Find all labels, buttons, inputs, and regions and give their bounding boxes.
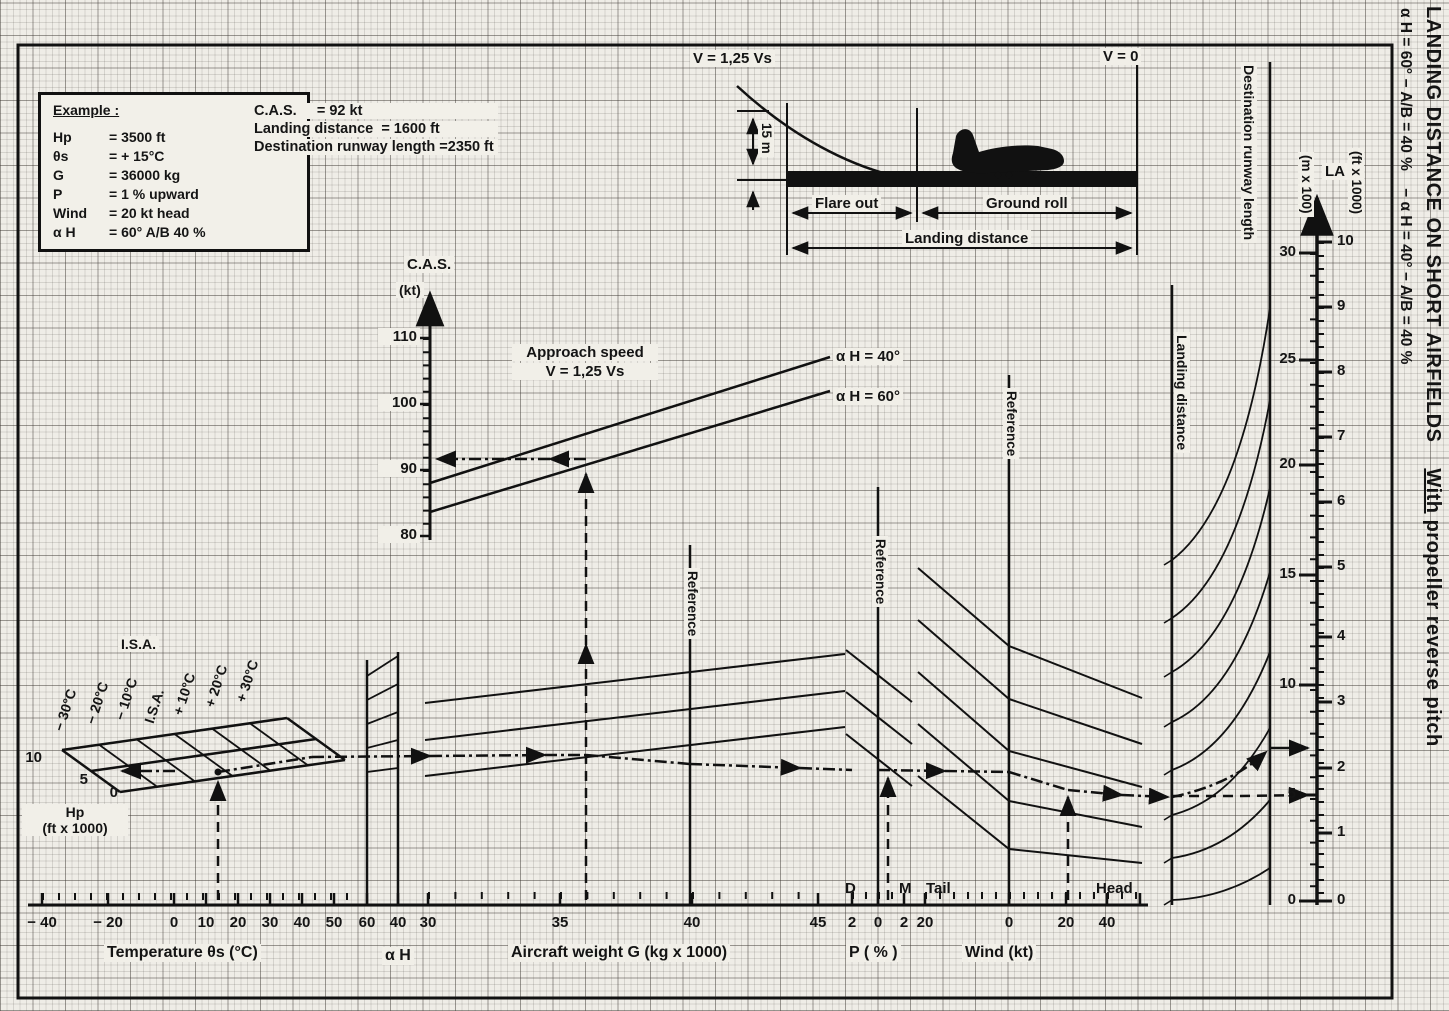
wind-section bbox=[918, 375, 1142, 905]
la-ft-tick: 8 bbox=[1337, 362, 1346, 379]
p-tick: 0 bbox=[873, 914, 883, 931]
la-ft-unit: (ft x 1000) bbox=[1348, 148, 1364, 217]
la-ft-tick: 3 bbox=[1337, 692, 1346, 709]
hp-tick: 10 bbox=[25, 749, 42, 766]
line-alpha60 bbox=[430, 391, 830, 512]
wind-tick: 40 bbox=[1098, 914, 1116, 931]
obstacle-height-label: 15 m bbox=[758, 120, 774, 157]
la-m-tick: 10 bbox=[1279, 675, 1296, 692]
la-m-tick: 5 bbox=[1287, 785, 1296, 802]
alpha-h-axis-title: α H bbox=[382, 947, 414, 965]
carpet-temp-label: + 30°C bbox=[232, 657, 262, 705]
weight-reference-label: Reference bbox=[684, 568, 700, 639]
runway-bar bbox=[787, 171, 1137, 187]
la-ft-tick: 10 bbox=[1337, 232, 1354, 249]
la-axis-label: LA bbox=[1322, 163, 1348, 180]
hp-axis-label: Hp (ft x 1000) bbox=[22, 804, 128, 836]
hp-tick: 5 bbox=[79, 771, 88, 788]
wind-tick: 0 bbox=[1004, 914, 1014, 931]
la-ft-tick: 5 bbox=[1337, 557, 1346, 574]
temp-tick: − 40 bbox=[27, 914, 57, 931]
weight-tick: 40 bbox=[683, 914, 701, 931]
carpet-temp-label: − 30°C bbox=[50, 686, 80, 734]
weight-tick: 30 bbox=[419, 914, 437, 931]
approach-speed-label: Approach speed bbox=[512, 344, 658, 361]
la-m-tick: 30 bbox=[1279, 243, 1296, 260]
la-ft-tick: 2 bbox=[1337, 758, 1346, 775]
example-row: α H = 60° A/B 40 % bbox=[53, 224, 206, 240]
example-row: G = 36000 kg bbox=[53, 167, 181, 183]
example-row: Wind = 20 kt head bbox=[53, 205, 190, 221]
weight-section bbox=[425, 545, 845, 905]
la-m-tick: 25 bbox=[1279, 350, 1296, 367]
wind-reference-label: Reference bbox=[1003, 388, 1019, 459]
la-m-tick: 15 bbox=[1279, 565, 1296, 582]
v-zero-label: V = 0 bbox=[1100, 48, 1141, 65]
la-m-unit: (m x 100) bbox=[1298, 152, 1314, 217]
approach-speed-chart bbox=[416, 294, 830, 540]
carpet-temp-label: I.S.A. bbox=[140, 686, 168, 726]
v-approach-label: V = 1,25 Vs bbox=[690, 50, 775, 67]
la-ft-tick: 9 bbox=[1337, 297, 1346, 314]
landing-profile-diagram bbox=[737, 62, 1137, 255]
wind-axis-title: Wind (kt) bbox=[962, 944, 1036, 962]
la-m-tick: 0 bbox=[1287, 891, 1296, 908]
cas-tick: 110 bbox=[378, 328, 420, 345]
la-ft-tick: 0 bbox=[1337, 891, 1346, 908]
wind-tick: 20 bbox=[916, 914, 934, 931]
la-m-tick: 20 bbox=[1279, 455, 1296, 472]
example-title: Example : bbox=[53, 102, 120, 118]
result-row: Landing distance = 1600 ft bbox=[250, 121, 498, 137]
p-axis-title: P ( % ) bbox=[846, 944, 901, 962]
temp-tick: 0 bbox=[169, 914, 179, 931]
p-descent-marker: D bbox=[845, 880, 856, 897]
cas-axis-title: C.A.S. bbox=[404, 256, 454, 273]
runway-length-column-label: Destination runway length bbox=[1241, 62, 1257, 243]
temp-tick: 20 bbox=[229, 914, 247, 931]
temp-tick: 50 bbox=[325, 914, 343, 931]
example-trace bbox=[122, 459, 1308, 900]
alpha60-line-label: α H = 60° bbox=[833, 388, 903, 405]
la-ft-tick: 7 bbox=[1337, 427, 1346, 444]
landing-distance-column-label: Landing distance bbox=[1174, 332, 1190, 453]
la-ft-tick: 6 bbox=[1337, 492, 1346, 509]
example-row: Hp = 3500 ft bbox=[53, 129, 166, 145]
example-row: P = 1 % upward bbox=[53, 186, 199, 202]
carpet-temp-label: + 10°C bbox=[169, 670, 199, 718]
alpha-h-tick: 60 bbox=[358, 914, 376, 931]
airplane-silhouette bbox=[952, 129, 1064, 173]
result-row: Destination runway length =2350 ft bbox=[250, 139, 498, 155]
weight-axis-title: Aircraft weight G (kg x 1000) bbox=[508, 944, 730, 962]
isa-header: I.S.A. bbox=[118, 636, 159, 652]
bottom-axis bbox=[28, 893, 1148, 905]
ground-roll-label: Ground roll bbox=[983, 195, 1071, 212]
result-row: C.A.S. = 92 kt bbox=[250, 103, 498, 119]
example-results bbox=[250, 103, 498, 157]
la-ft-tick: 1 bbox=[1337, 823, 1346, 840]
flare-out-label: Flare out bbox=[812, 195, 881, 212]
example-row: θs = + 15°C bbox=[53, 148, 165, 164]
la-axis bbox=[1299, 198, 1332, 905]
temp-tick: 30 bbox=[261, 914, 279, 931]
p-reference-label: Reference bbox=[872, 536, 888, 607]
temp-tick: 10 bbox=[197, 914, 215, 931]
la-ft-tick: 4 bbox=[1337, 627, 1346, 644]
page-subtitle-conditions: α H = 60° − A/B = 40 % − α H = 40° − A/B = 40 % bbox=[1397, 8, 1414, 365]
landing-distance-label: Landing distance bbox=[902, 230, 1031, 247]
wind-tail-marker: Tail bbox=[926, 880, 951, 897]
p-tick: 2 bbox=[847, 914, 857, 931]
alpha-h-tick: 40 bbox=[389, 914, 407, 931]
wind-tick: 20 bbox=[1057, 914, 1075, 931]
p-tick: 2 bbox=[899, 914, 909, 931]
weight-tick: 45 bbox=[809, 914, 827, 931]
page-title: LANDING DISTANCE ON SHORT AIRFIELDSWith propeller reverse pitch bbox=[1422, 6, 1444, 747]
cas-axis-unit: (kt) bbox=[396, 282, 424, 298]
cas-tick: 100 bbox=[378, 394, 420, 411]
carpet-temp-label: − 20°C bbox=[82, 679, 112, 727]
approach-speed-eq: V = 1,25 Vs bbox=[512, 363, 658, 380]
weight-tick: 35 bbox=[551, 914, 569, 931]
temp-tick: 40 bbox=[293, 914, 311, 931]
temperature-axis-title: Temperature θs (°C) bbox=[104, 944, 261, 962]
hp-tick: 0 bbox=[109, 784, 118, 801]
alpha40-line-label: α H = 40° bbox=[833, 348, 903, 365]
temperature-carpet bbox=[62, 718, 345, 792]
carpet-temp-label: − 10°C bbox=[111, 675, 141, 723]
p-climb-marker: M bbox=[899, 880, 912, 897]
carpet-temp-label: + 20°C bbox=[201, 662, 231, 710]
alpha-h-section bbox=[367, 652, 398, 905]
cas-tick: 90 bbox=[378, 460, 420, 477]
wind-head-marker: Head bbox=[1096, 880, 1133, 897]
cas-tick: 80 bbox=[378, 526, 420, 543]
temp-tick: − 20 bbox=[93, 914, 123, 931]
